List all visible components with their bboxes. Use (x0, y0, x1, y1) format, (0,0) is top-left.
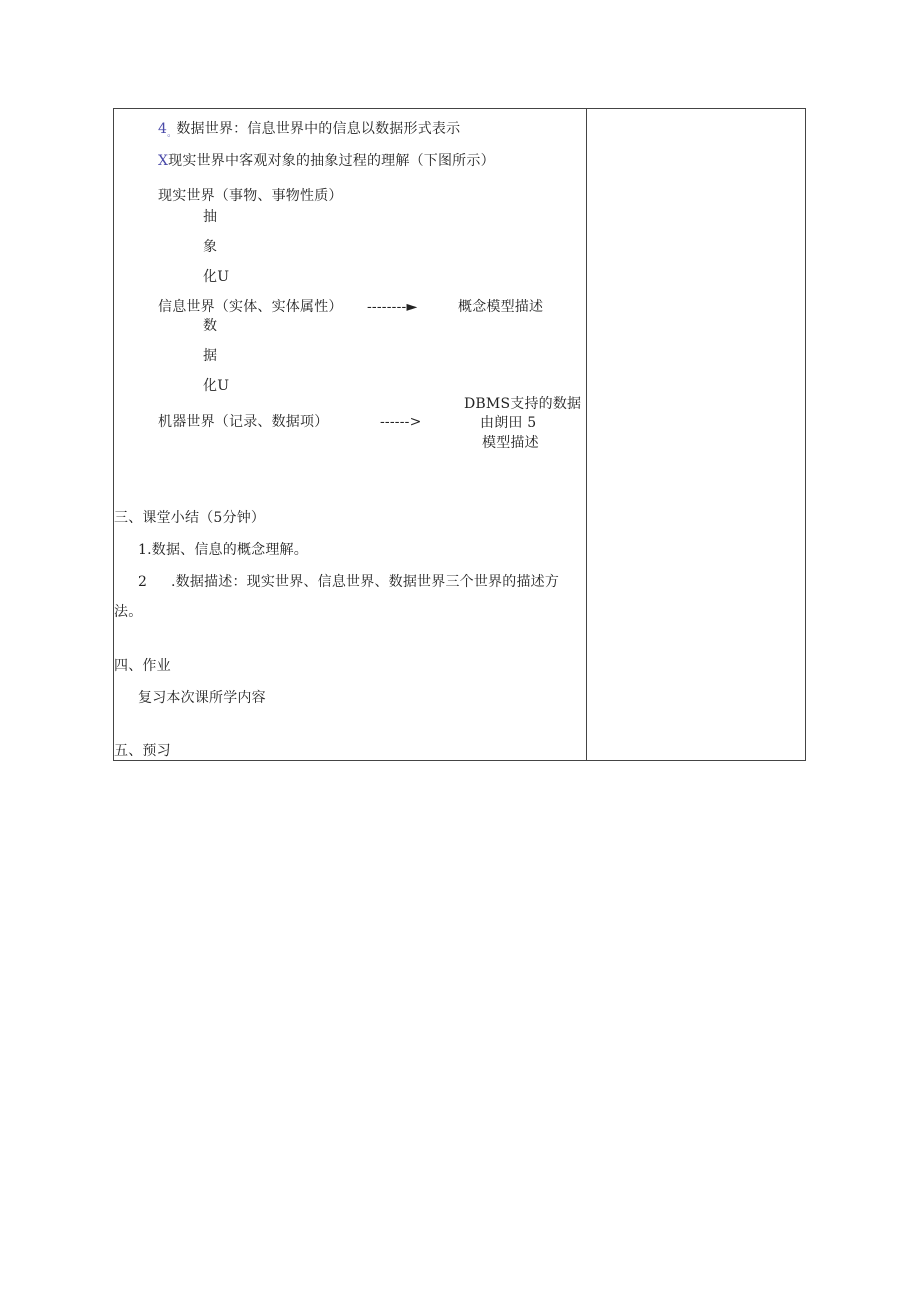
abstract-char-2: 象 (203, 239, 218, 255)
summary-item-1: 1.数据、信息的概念理解。 (138, 542, 308, 558)
arrow-to-concept-model: --------► (367, 299, 418, 315)
item-marker-x: X (158, 153, 169, 169)
homework-content: 复习本次课所学内容 (138, 690, 266, 706)
real-world-label: 现实世界（事物、事物性质） (158, 188, 343, 204)
abstract-char-3: 化U (203, 269, 230, 285)
abstract-char-1: 抽 (203, 209, 218, 225)
homework-heading: 四、作业 (114, 658, 171, 674)
dbms-label-line1: DBMS支持的数据 (464, 396, 582, 412)
summary-heading: 三、课堂小结（5分钟） (114, 510, 266, 526)
datafy-char-3: 化U (203, 378, 230, 394)
dbms-label-line3: 模型描述 (482, 435, 539, 451)
summary-item-2-continued: 法。 (114, 604, 143, 620)
column-divider (586, 109, 587, 760)
datafy-char-1: 数 (203, 318, 218, 334)
lesson-table (113, 108, 806, 761)
abstraction-intro: 现实世界中客观对象的抽象过程的理解（下图所示） (168, 153, 495, 169)
machine-world-label: 机器世界（记录、数据项） (158, 414, 329, 430)
dbms-label-line2: 由朗田 5 (480, 415, 537, 431)
info-world-label: 信息世界（实体、实体属性） (158, 299, 343, 315)
datafy-char-2: 据 (203, 348, 218, 364)
data-world-definition: 数据世界：信息世界中的信息以数据形式表示 (176, 121, 461, 137)
section4-line1 (158, 120, 460, 143)
item-marker-sub: 。 (167, 129, 177, 139)
item-marker-4: 4 (158, 121, 168, 137)
preview-heading: 五、预习 (114, 743, 171, 759)
summary-item-2-number: 2 (138, 574, 148, 590)
arrow-to-dbms-model: ------> (380, 414, 422, 430)
concept-model-label: 概念模型描述 (458, 299, 544, 315)
section4-line2 (158, 152, 495, 170)
summary-item-2-text: .数据描述：现实世界、信息世界、数据世界三个世界的描述方 (171, 574, 560, 590)
